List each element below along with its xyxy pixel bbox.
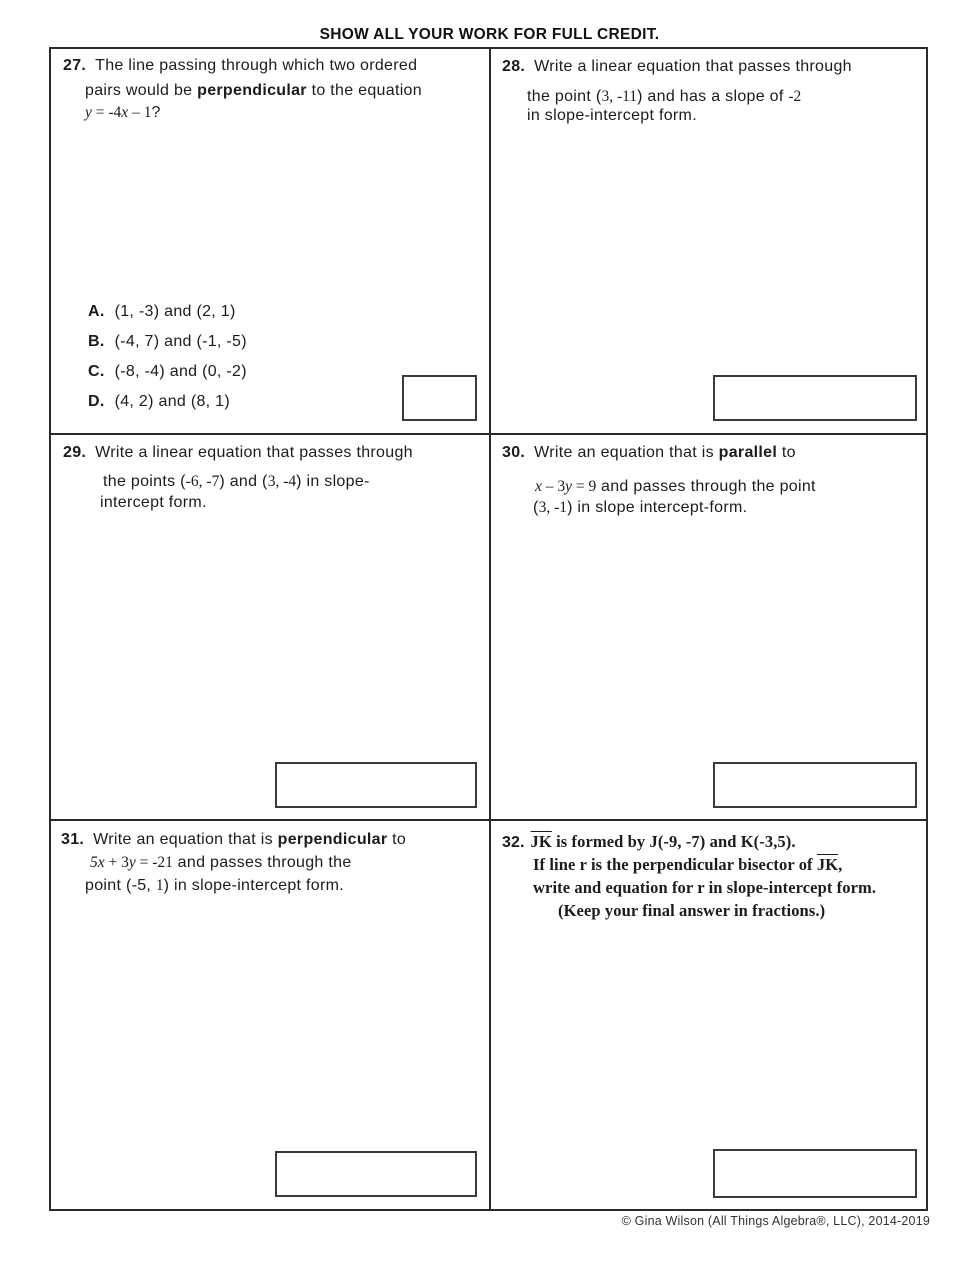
question-27-number: 27. (63, 57, 87, 74)
worksheet-table (49, 47, 928, 1211)
question-30-line-3: (3, -1) in slope intercept-form. (533, 499, 748, 516)
answer-box-q30[interactable] (713, 762, 917, 808)
question-32-cell (491, 821, 926, 1209)
question-28-number: 28. (502, 58, 526, 75)
question-29-number: 29. (63, 444, 87, 461)
question-32-line-1: 32. $\overline{JK}$ is formed by J(-9, -7) and K(-3,5). (502, 832, 796, 851)
question-29-cell (51, 435, 491, 821)
question-31-line-1: 31. Write an equation that is perpendicular to (61, 831, 407, 848)
question-27-cell (51, 49, 491, 435)
question-31-line-3: point (-5, 1) in slope-intercept form. (85, 877, 344, 894)
question-31-cell (51, 821, 491, 1209)
question-27-choices (88, 303, 247, 423)
question-27-equation: y = -4x – 1? (85, 104, 161, 121)
question-27-line-2: pairs would be perpendicular to the equation (85, 82, 422, 99)
question-28-line-1: 28. Write a linear equation that passes through (502, 58, 852, 75)
answer-box-q31[interactable] (275, 1151, 477, 1197)
page-title: SHOW ALL YOUR WORK FOR FULL CREDIT. (319, 26, 660, 43)
question-27-line-1: 27. The line passing through which two ordered (63, 57, 418, 74)
choice-27-b: B. (-4, 7) and (-1, -5) (88, 333, 247, 350)
question-29-line-1: 29. Write a linear equation that passes through (63, 444, 413, 461)
question-28-line-3: in slope-intercept form. (527, 107, 697, 124)
question-32-line-4: (Keep your final answer in fractions.) (558, 901, 826, 920)
question-30-number: 30. (502, 444, 526, 461)
segment-jk-overline: $\overline{JK}$ (530, 832, 552, 851)
question-30-line-1: 30. Write an equation that is parallel to (502, 444, 796, 461)
question-31-line-2: 5x + 3y = -21 and passes through the (90, 854, 352, 871)
choice-27-c: C. (-8, -4) and (0, -2) (88, 363, 247, 380)
segment-jk-overline-2: $\overline{JK}$ (816, 855, 839, 874)
question-32-number: 32. (502, 834, 525, 851)
question-28-line-2: the point (3, -11) and has a slope of -2 (527, 88, 802, 105)
emphasis-parallel: parallel (718, 444, 778, 461)
choice-27-d: D. (4, 2) and (8, 1) (88, 393, 230, 410)
emphasis-perpendicular: perpendicular (197, 82, 307, 99)
answer-box-q28[interactable] (713, 375, 917, 421)
answer-box-q32[interactable] (713, 1149, 917, 1198)
answer-box-q29[interactable] (275, 762, 477, 808)
question-32-line-3: write and equation for r in slope-intercept form. (533, 878, 877, 897)
question-30-cell (491, 435, 926, 821)
question-28-cell (491, 49, 926, 435)
question-32-line-2: If line r is the perpendicular bisector of $\overline{JK}$, (533, 855, 843, 874)
question-29-line-3: intercept form. (100, 494, 207, 511)
question-30-line-2: x – 3y = 9 and passes through the point (535, 478, 816, 495)
emphasis-perpendicular-31: perpendicular (277, 831, 388, 848)
question-29-line-2: the points (-6, -7) and (3, -4) in slope- (103, 473, 370, 490)
choice-27-a: A. (1, -3) and (2, 1) (88, 303, 236, 320)
question-31-number: 31. (61, 831, 85, 848)
copyright-footer: © Gina Wilson (All Things Algebra®, LLC), 2014-2019 (621, 1214, 930, 1228)
answer-box-q27[interactable] (402, 375, 477, 421)
